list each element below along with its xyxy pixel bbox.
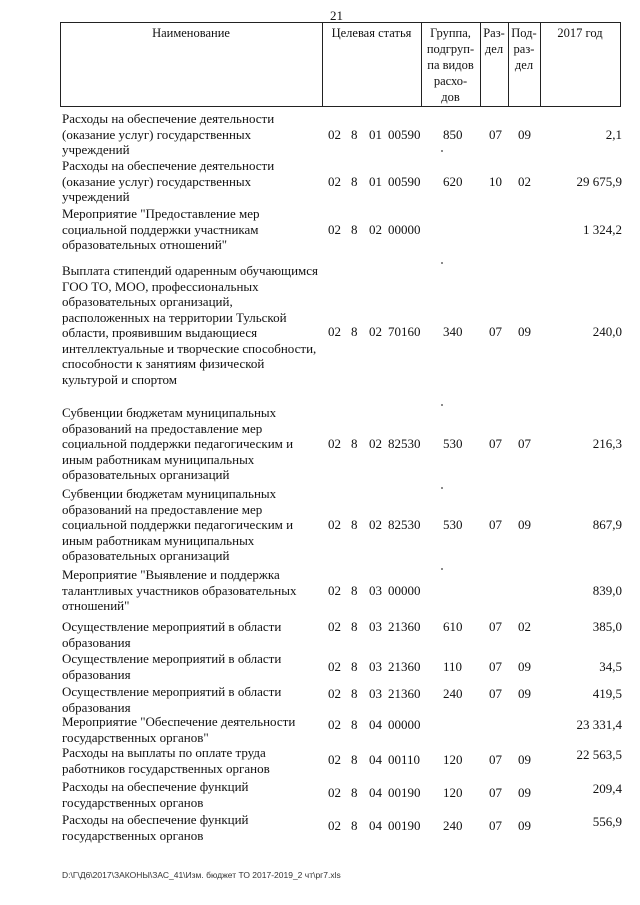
target-subprogram: 8 — [351, 717, 358, 732]
target-program: 02 — [328, 324, 341, 339]
row-name: Расходы на выплаты по оплате труда работников государственных органов — [62, 745, 270, 776]
amount: 385,0 — [592, 619, 622, 634]
target-subprogram: 8 — [351, 752, 358, 767]
header-divider — [620, 22, 621, 107]
header-podrazdel: Под- раз- дел — [511, 26, 537, 72]
row-name: Осуществление мероприятий в области образования — [62, 684, 282, 715]
group-code: 120 — [443, 785, 463, 800]
razdel-code: 07 — [489, 517, 502, 532]
target-direction: 00000 — [388, 717, 421, 732]
group-code: 110 — [443, 659, 463, 674]
amount: 34,5 — [599, 659, 622, 674]
target-event: 03 — [369, 619, 382, 634]
table-header — [60, 22, 621, 107]
target-subprogram: 8 — [351, 583, 358, 598]
target-event: 02 — [369, 324, 382, 339]
header-target-article: Целевая статья — [331, 26, 412, 40]
amount: 419,5 — [592, 686, 622, 701]
page-number: 21 — [330, 8, 343, 23]
row-name: Субвенции бюджетам муниципальных образований на предоставление мер социальной поддержки педагогическим и иным работникам муниципальных образовательных организаций — [62, 486, 294, 563]
target-event: 02 — [369, 517, 382, 532]
amount: 209,4 — [592, 781, 622, 796]
razdel-code: 07 — [489, 785, 502, 800]
razdel-code: 07 — [489, 659, 502, 674]
row-name: Мероприятие "Обеспечение деятельности государственных органов" — [62, 714, 296, 745]
row-name: Мероприятие "Предоставление мер социальной поддержки участникам образовательных отношений" — [62, 206, 260, 252]
podrazdel-code: 02 — [518, 174, 531, 189]
group-code: 340 — [443, 324, 463, 339]
podrazdel-code: 09 — [518, 127, 531, 142]
podrazdel-code: 09 — [518, 752, 531, 767]
amount: 216,3 — [592, 436, 622, 451]
scan-speck — [441, 568, 443, 570]
row-name: Выплата стипендий одаренным обучающимся ГОО ТО, МОО, профессиональных образовательных организаций, расположенных на территории Тульской области, проявившим выдающиеся интеллектуальные и творческие способности, способности к занятиям физической культурой и спортом — [62, 263, 319, 387]
row-name: Мероприятие "Выявление и поддержка талантливых участников образовательных отношений" — [62, 567, 297, 613]
target-direction: 00590 — [388, 127, 421, 142]
group-code: 120 — [443, 752, 463, 767]
row-name: Осуществление мероприятий в области образования — [62, 619, 282, 650]
target-subprogram: 8 — [351, 324, 358, 339]
target-event: 03 — [369, 583, 382, 598]
target-event: 04 — [369, 717, 382, 732]
target-subprogram: 8 — [351, 619, 358, 634]
scan-speck — [441, 262, 443, 264]
target-event: 02 — [369, 222, 382, 237]
amount: 29 675,9 — [576, 174, 622, 189]
target-event: 04 — [369, 785, 382, 800]
razdel-code: 07 — [489, 436, 502, 451]
podrazdel-code: 09 — [518, 659, 531, 674]
target-subprogram: 8 — [351, 436, 358, 451]
target-event: 03 — [369, 686, 382, 701]
group-code: 530 — [443, 436, 463, 451]
target-subprogram: 8 — [351, 127, 358, 142]
target-direction: 00000 — [388, 583, 421, 598]
razdel-code: 07 — [489, 752, 502, 767]
row-name: Расходы на обеспечение деятельности (оказание услуг) государственных учреждений — [62, 111, 275, 157]
target-direction: 21360 — [388, 686, 421, 701]
target-subprogram: 8 — [351, 818, 358, 833]
row-name: Расходы на обеспечение деятельности (оказание услуг) государственных учреждений — [62, 158, 275, 204]
header-group: Группа, подгруп- па видов расхо- дов — [426, 26, 475, 104]
target-event: 04 — [369, 752, 382, 767]
target-direction: 00190 — [388, 818, 421, 833]
scan-speck — [441, 404, 443, 406]
podrazdel-code: 07 — [518, 436, 531, 451]
target-direction: 00110 — [388, 752, 421, 767]
header-top-border — [60, 22, 621, 23]
header-bottom-border — [60, 106, 621, 107]
amount: 867,9 — [592, 517, 622, 532]
podrazdel-code: 09 — [518, 818, 531, 833]
scan-speck — [441, 487, 443, 489]
target-subprogram: 8 — [351, 222, 358, 237]
file-path-footer: D:\Г\Д6\2017\ЗАКОНЫ\ЗАС_41\Изм. бюджет ТО 2017-2019_2 чт\рг7.xls — [62, 870, 341, 880]
scan-speck — [441, 150, 443, 152]
podrazdel-code: 02 — [518, 619, 531, 634]
target-event: 01 — [369, 127, 382, 142]
razdel-code: 07 — [489, 127, 502, 142]
amount: 839,0 — [592, 583, 622, 598]
target-subprogram: 8 — [351, 659, 358, 674]
group-code: 850 — [443, 127, 463, 142]
target-subprogram: 8 — [351, 517, 358, 532]
amount: 23 331,4 — [576, 717, 622, 732]
target-program: 02 — [328, 174, 341, 189]
group-code: 240 — [443, 686, 463, 701]
header-year: 2017 год — [557, 26, 603, 40]
target-program: 02 — [328, 436, 341, 451]
target-subprogram: 8 — [351, 686, 358, 701]
target-program: 02 — [328, 659, 341, 674]
group-code: 620 — [443, 174, 463, 189]
amount: 556,9 — [592, 814, 622, 829]
target-subprogram: 8 — [351, 785, 358, 800]
razdel-code: 07 — [489, 324, 502, 339]
amount: 22 563,5 — [576, 747, 622, 762]
target-event: 03 — [369, 659, 382, 674]
target-event: 04 — [369, 818, 382, 833]
razdel-code: 07 — [489, 818, 502, 833]
amount: 2,1 — [605, 127, 622, 142]
razdel-code: 10 — [489, 174, 502, 189]
row-name: Осуществление мероприятий в области образования — [62, 651, 282, 682]
group-code: 610 — [443, 619, 463, 634]
target-subprogram: 8 — [351, 174, 358, 189]
podrazdel-code: 09 — [518, 785, 531, 800]
target-direction: 70160 — [388, 324, 421, 339]
target-program: 02 — [328, 517, 341, 532]
row-name: Расходы на обеспечение функций государственных органов — [62, 779, 249, 810]
target-program: 02 — [328, 583, 341, 598]
target-program: 02 — [328, 818, 341, 833]
amount: 240,0 — [592, 324, 622, 339]
target-program: 02 — [328, 717, 341, 732]
podrazdel-code: 09 — [518, 517, 531, 532]
target-program: 02 — [328, 785, 341, 800]
header-razdel: Раз- дел — [483, 26, 505, 56]
target-direction: 00590 — [388, 174, 421, 189]
target-direction: 82530 — [388, 517, 421, 532]
target-direction: 82530 — [388, 436, 421, 451]
row-name: Расходы на обеспечение функций государственных органов — [62, 812, 249, 843]
target-program: 02 — [328, 686, 341, 701]
razdel-code: 07 — [489, 686, 502, 701]
group-code: 240 — [443, 818, 463, 833]
target-program: 02 — [328, 127, 341, 142]
target-program: 02 — [328, 619, 341, 634]
target-program: 02 — [328, 222, 341, 237]
group-code: 530 — [443, 517, 463, 532]
header-name: Наименование — [152, 26, 230, 40]
target-direction: 00000 — [388, 222, 421, 237]
amount: 1 324,2 — [583, 222, 622, 237]
target-event: 01 — [369, 174, 382, 189]
target-program: 02 — [328, 752, 341, 767]
podrazdel-code: 09 — [518, 686, 531, 701]
target-direction: 21360 — [388, 659, 421, 674]
razdel-code: 07 — [489, 619, 502, 634]
row-name: Субвенции бюджетам муниципальных образований на предоставление мер социальной поддержки педагогическим и иным работникам муниципальных образовательных организаций — [62, 405, 294, 482]
target-direction: 21360 — [388, 619, 421, 634]
target-event: 02 — [369, 436, 382, 451]
podrazdel-code: 09 — [518, 324, 531, 339]
target-direction: 00190 — [388, 785, 421, 800]
